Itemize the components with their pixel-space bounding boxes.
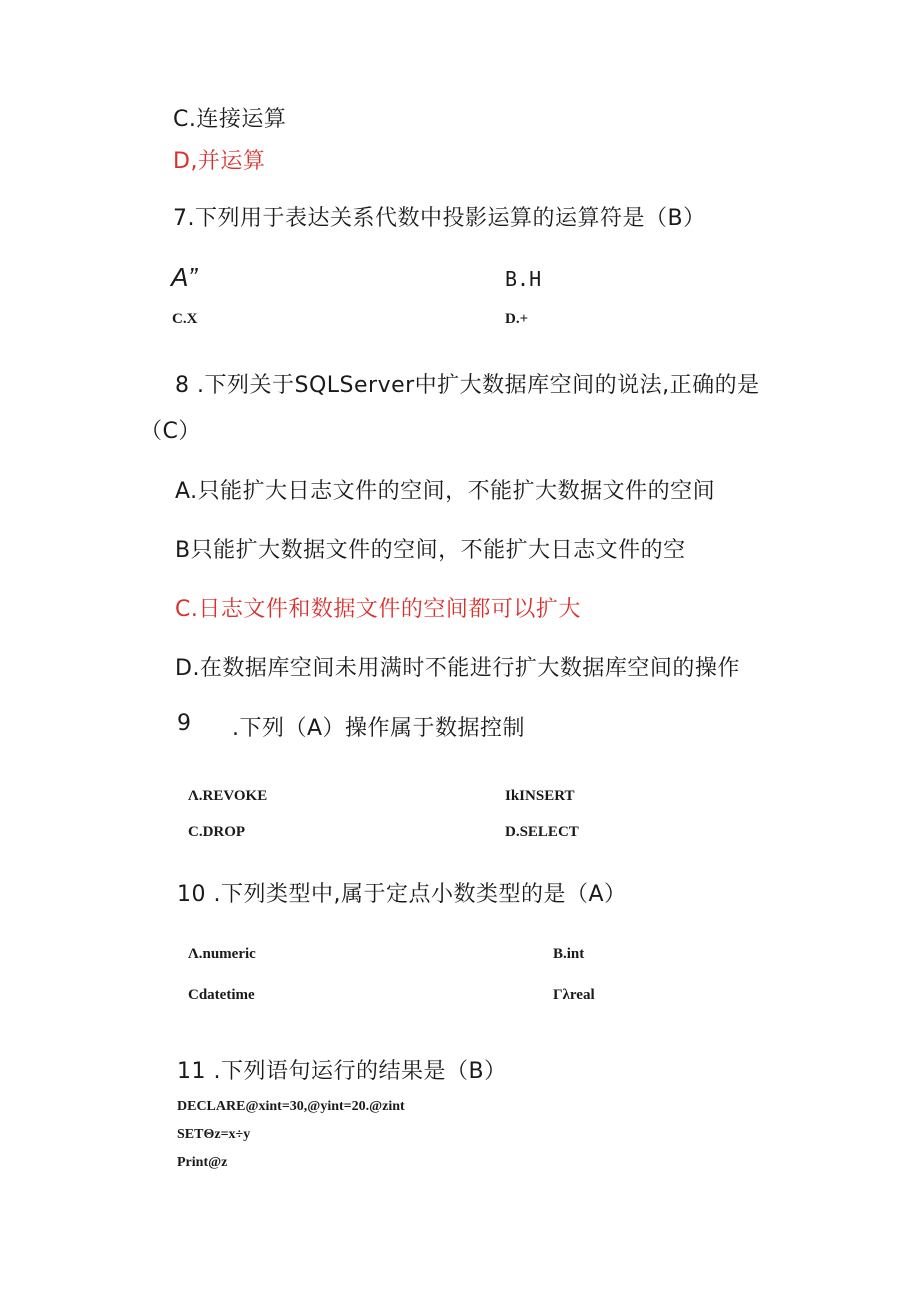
q7-question: 7.下列用于表达关系代数中投影运算的运算符是（B） [173,206,706,231]
q10-option-a: Λ.numeric [188,946,256,962]
q8-option-d: D.在数据库空间未用满时不能进行扩大数据库空间的操作 [175,656,740,681]
q8-question-line2: （C） [140,419,201,444]
q11-code-line2: SETΘz=x÷y [177,1127,251,1142]
q10-option-b: B.int [553,946,585,962]
q7-option-a: A” [171,262,197,292]
q10-question: 10 .下列类型中,属于定点小数类型的是（A） [177,882,627,907]
q7-option-c: C.X [172,311,198,327]
q10-option-d: Γλreal [553,987,595,1003]
q6-option-d-answer: D,并运算 [173,149,266,174]
q10-option-c: Cdatetime [188,987,255,1003]
q7-option-b: B.H [505,267,542,291]
q6-option-c: C.连接运算 [173,107,287,132]
q11-code-line1: DECLARE@xint=30,@yint=20.@zint [177,1099,405,1114]
q7-option-d: D.+ [505,311,529,327]
q9-option-d: D.SELECT [505,824,579,840]
q11-question: 11 .下列语句运行的结果是（B） [177,1059,507,1084]
q8-option-b: B只能扩大数据文件的空间，不能扩大日志文件的空 [175,538,686,563]
q9-question: .下列（A）操作属于数据控制 [232,716,526,741]
q11-code-line3: Print@z [177,1155,228,1170]
q8-option-c-answer: C.日志文件和数据文件的空间都可以扩大 [175,597,581,622]
q9-option-a: Λ.REVOKE [188,788,268,804]
q9-option-b: IkINSERT [505,788,575,804]
q9-option-c: C.DROP [188,824,246,840]
q8-question-line1: 8 .下列关于SQLServer中扩大数据库空间的说法,正确的是 [175,373,760,398]
q8-option-a: A.只能扩大日志文件的空间，不能扩大数据文件的空间 [175,479,716,504]
q9-number: 9 [177,711,192,736]
